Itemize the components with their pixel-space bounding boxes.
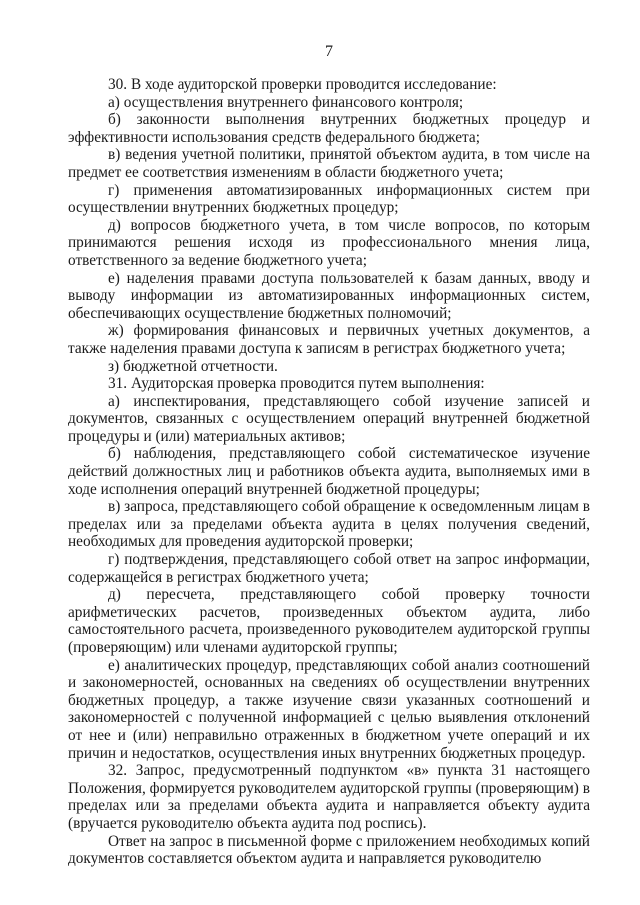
- paragraph-30-d: д) вопросов бюджетного учета, в том числе вопросов, по которым принимаются решения исходя из профессионального мнения лица, ответственного за ведение бюджетного учета;: [68, 216, 590, 269]
- paragraph-32-response: Ответ на запрос в письменной форме с приложением необходимых копий документов составляется объектом аудита и направляется руководителю: [68, 832, 590, 868]
- paragraph-31-v: в) запроса, представляющего собой обращение к осведомленным лицам в пределах или за пределами объекта аудита в целях получения сведений, необходимых для проведения аудиторской проверки;: [68, 498, 590, 551]
- paragraph-30-zh: ж) формирования финансовых и первичных учетных документов, а также наделения правами доступа к записям в регистрах бюджетного учета;: [68, 322, 590, 357]
- paragraph-31-b: б) наблюдения, представляющего собой систематическое изучение действий должностных лиц и работников объекта аудита, выполняемых ими в ходе исполнения операций внутренней бюджетной процедуры;: [68, 445, 590, 498]
- paragraph-31-d: д) пересчета, представляющего собой проверку точности арифметических расчетов, произведенных объектом аудита, либо самостоятельного расчета, произведенного руководителем аудиторской группы (проверяющим) или членами аудиторской группы;: [68, 586, 590, 656]
- paragraph-32: 32. Запрос, предусмотренный подпунктом «в» пункта 31 настоящего Положения, формируется руководителем аудиторской группы (проверяющим) в пределах или за пределами объекта аудита и направляется объекту аудита (вручается руководителю объекта аудита под роспись).: [68, 762, 590, 832]
- page-number: 7: [325, 43, 333, 60]
- paragraph-30-g: г) применения автоматизированных информационных систем при осуществлении внутренних бюджетных процедур;: [68, 181, 590, 217]
- paragraph-31-intro: 31. Аудиторская проверка проводится путем выполнения:: [108, 375, 485, 393]
- paragraph-31-e: е) аналитических процедур, представляющих собой анализ соотношений и закономерностей, основанных на сведениях об осуществлении внутренних бюджетных процедур, а также изучение связи указанных соотношений и закономерностей с полученной информацией с целью выявления отклонений от нее и (или) неправильно отраженных в бюджетном учете операций и их причин и недостатков, осуществления иных внутренних бюджетных процедур.: [68, 656, 590, 762]
- paragraph-30-e: е) наделения правами доступа пользователей к базам данных, вводу и выводу информации из автоматизированных информационных систем, обеспечивающих осуществление бюджетных полномочий;: [68, 269, 590, 322]
- document-body: [68, 76, 590, 868]
- paragraph-30-a: а) осуществления внутреннего финансового контроля;: [108, 93, 464, 111]
- paragraph-31-a: а) инспектирования, представляющего собой изучение записей и документов, связанных с осуществлением операций внутренней бюджетной процедуры и (или) материальных активов;: [68, 392, 590, 445]
- paragraph-30-intro: 30. В ходе аудиторской проверки проводится исследование:: [108, 76, 497, 93]
- paragraph-30-v: в) ведения учетной политики, принятой объектом аудита, в том числе на предмет ее соответствия изменениям в области бюджетного учета;: [68, 146, 590, 181]
- paragraph-30-b: б) законности выполнения внутренних бюджетных процедур и эффективности использования средств федерального бюджета;: [68, 111, 590, 146]
- paragraph-31-g: г) подтверждения, представляющего собой ответ на запрос информации, содержащейся в регистрах бюджетного учета;: [68, 551, 590, 586]
- paragraph-30-z: з) бюджетной отчетности.: [108, 357, 278, 375]
